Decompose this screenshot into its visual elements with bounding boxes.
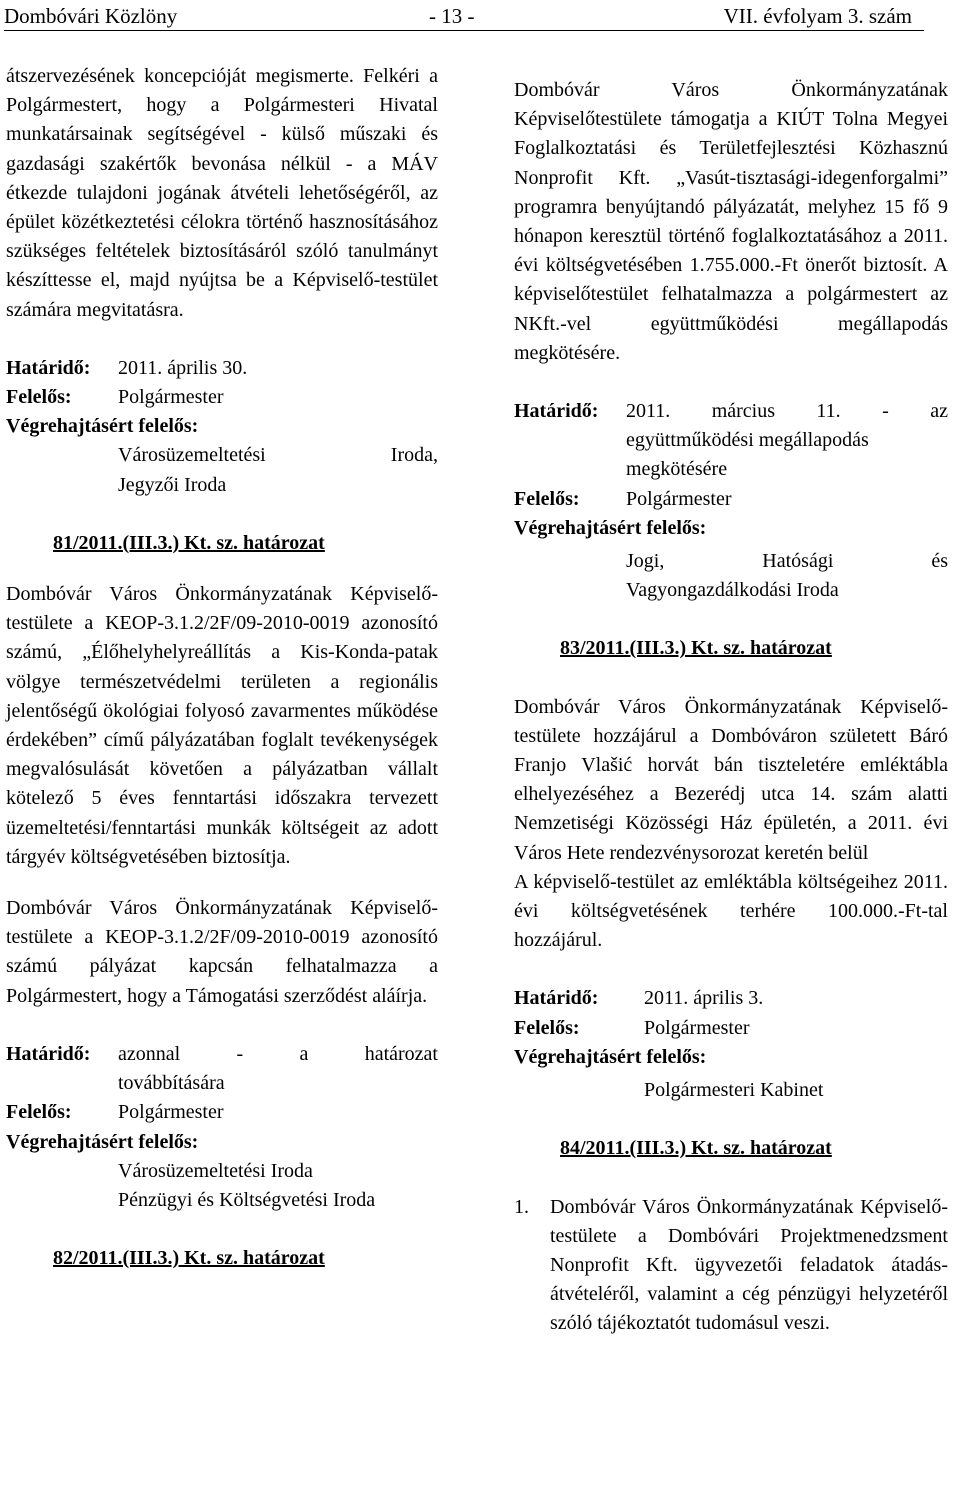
resolution-paragraph: Dombóvár Város Önkormányzatának Képviselő-testülete hozzájárul a Dombóváron született Báró Franjo Vlašić horvát bán tiszteletére emléktábla elhelyezéséhez a Bezerédj utca 14. szám alatti Nemzetiségi Közösségi Ház épületén, a 2011. évi Város Hete rendezvénysorozat keretén belül	[514, 695, 948, 864]
execution-label: Végrehajtásért felelős:	[514, 1045, 707, 1068]
deadline-value: továbbítására	[118, 1072, 225, 1095]
item-number: 1.	[514, 1195, 529, 1218]
resolution-paragraph: Dombóvár Város Önkormányzatának Képviselőtestülete támogatja a KIÚT Tolna Megyei Foglalkoztatási és Területfejlesztési Közhasznú Nonprofit Kft. „Vasút-tisztasági-idegenforgalmi” programra benyújtandó pályázatát, melyhez 15 fő 9 hónapon keresztül történő foglalkoztatásához a 2011. évi költségvetésében 1.755.000.-Ft önerőt biztosít. A képviselőtestület felhatalmazza a polgármestert az NKft.-vel együttműködési megállapodás megkötésére.	[514, 79, 948, 364]
deadline-value: 2011. április 30.	[118, 356, 248, 379]
execution-office: Jogi,	[626, 550, 665, 573]
execution-line: Polgármesteri Kabinet	[644, 1079, 824, 1102]
responsible-value: Polgármester	[118, 386, 224, 409]
deadline-label: Határidő:	[6, 356, 91, 379]
deadline-label: Határidő:	[6, 1042, 91, 1065]
deadline-value: 11.	[816, 400, 841, 423]
resolution-number: 83/2011.(III.3.) Kt. sz. határozat	[560, 637, 832, 660]
page-number: - 13 -	[429, 4, 475, 28]
deadline-row	[6, 1040, 438, 1069]
resolution-number: 82/2011.(III.3.) Kt. sz. határozat	[53, 1247, 325, 1270]
deadline-value: együttműködési megállapodás	[626, 429, 869, 452]
execution-line: Pénzügyi és Költségvetési Iroda	[118, 1188, 376, 1211]
deadline-row	[6, 354, 438, 383]
execution-line: Jegyzői Iroda	[118, 473, 227, 496]
execution-office: és	[931, 550, 948, 573]
resolution-number: 81/2011.(III.3.) Kt. sz. határozat	[53, 531, 325, 554]
deadline-label: Határidő:	[514, 987, 599, 1010]
volume-info: VII. évfolyam 3. szám	[723, 4, 912, 28]
execution-line	[514, 547, 948, 576]
deadline-row	[514, 984, 948, 1013]
deadline-value: megkötésére	[626, 458, 728, 481]
responsible-label: Felelős:	[514, 487, 580, 510]
deadline-value: -	[236, 1042, 244, 1065]
item-text: Dombóvár Város Önkormányzatának Képviselő-testülete a Dombóvári Projektmenedzsment Nonprofit Kft. ügyvezetői feladatok átadás-átvételéről, valamint a cég pénzügyi helyzetéről szóló tájékoztatót tudomásul veszi.	[550, 1195, 948, 1335]
responsible-row	[6, 1098, 438, 1127]
resolution-number: 84/2011.(III.3.) Kt. sz. határozat	[560, 1137, 832, 1160]
intro-paragraph: átszervezésének koncepcióját megismerte. Felkéri a Polgármestert, hogy a Polgármesteri Hivatal munkatársainak segítségével - külső műszaki és gazdasági szakértők bevonása nélkül - a MÁV étkezde tulajdoni jogának átvételi lehetőségéről, az épület közétkeztetési célokra történő hasznosításához szükséges feltételek biztosításáról szóló tanulmányt készíttesse el, majd nyújtsa be a Képviselő-testület számára megvitatásra.	[6, 65, 438, 321]
deadline-value: 2011. április 3.	[644, 987, 764, 1010]
responsible-row	[6, 383, 438, 412]
responsible-value: Polgármester	[644, 1016, 750, 1039]
left-column	[6, 62, 438, 1273]
execution-office: Hatósági	[762, 550, 834, 573]
deadline-value: határozat	[364, 1042, 438, 1065]
responsible-row	[514, 485, 948, 514]
deadline-value: a	[299, 1042, 309, 1065]
resolution-paragraph: Dombóvár Város Önkormányzatának Képviselő-testülete a KEOP-3.1.2/2F/09-2010-0019 azonosító számú, „Élőhelyhelyreállítás a Kis-Konda-patak völgye természetvédelmi területen a regionális jelentőségű ökológiai folyosó zavarmentes működése érdekében” című pályázatában foglalt tevékenységek megvalósulását követően a pályázatban vállalt kötelező 5 éves fenntartási időszakra tervezett üzemeltetési/fenntartási munkák költségeit az adott tárgyév költségvetésében biztosítja.	[6, 583, 438, 868]
execution-label: Végrehajtásért felelős:	[6, 415, 199, 438]
execution-line: Vagyongazdálkodási Iroda	[626, 579, 839, 602]
execution-label: Végrehajtásért felelős:	[6, 1130, 199, 1153]
page-header	[4, 2, 924, 31]
deadline-value: március	[711, 400, 775, 423]
deadline-value: az	[930, 400, 948, 423]
resolution-paragraph: Dombóvár Város Önkormányzatának Képviselő-testülete a KEOP-3.1.2/2F/09-2010-0019 azonosító számú pályázat kapcsán felhatalmazza a Polgármestert, hogy a Támogatási szerződést aláírja.	[6, 897, 438, 1007]
responsible-label: Felelős:	[6, 1101, 72, 1124]
execution-line: Városüzemeltetési Iroda	[118, 1159, 313, 1182]
deadline-value: -	[882, 400, 889, 423]
responsible-value: Polgármester	[118, 1101, 224, 1124]
execution-label: Végrehajtásért felelős:	[514, 516, 707, 539]
deadline-label: Határidő:	[514, 400, 599, 423]
resolution-paragraph: A képviselő-testület az emléktábla költségeihez 2011. évi költségvetésének terhére 100.000.-Ft-tal hozzájárul.	[514, 870, 948, 952]
responsible-value: Polgármester	[626, 487, 732, 510]
execution-office: Városüzemeltetési	[118, 444, 266, 467]
execution-office: Iroda,	[390, 444, 438, 467]
responsible-label: Felelős:	[514, 1016, 580, 1039]
numbered-item	[514, 1193, 948, 1339]
deadline-value: 2011.	[626, 400, 671, 423]
deadline-row	[514, 397, 948, 426]
execution-line	[6, 441, 438, 470]
responsible-label: Felelős:	[6, 386, 72, 409]
deadline-value: azonnal	[118, 1042, 181, 1065]
publication-title: Dombóvári Közlöny	[4, 4, 178, 28]
responsible-row	[514, 1014, 948, 1043]
right-column	[514, 76, 948, 1339]
